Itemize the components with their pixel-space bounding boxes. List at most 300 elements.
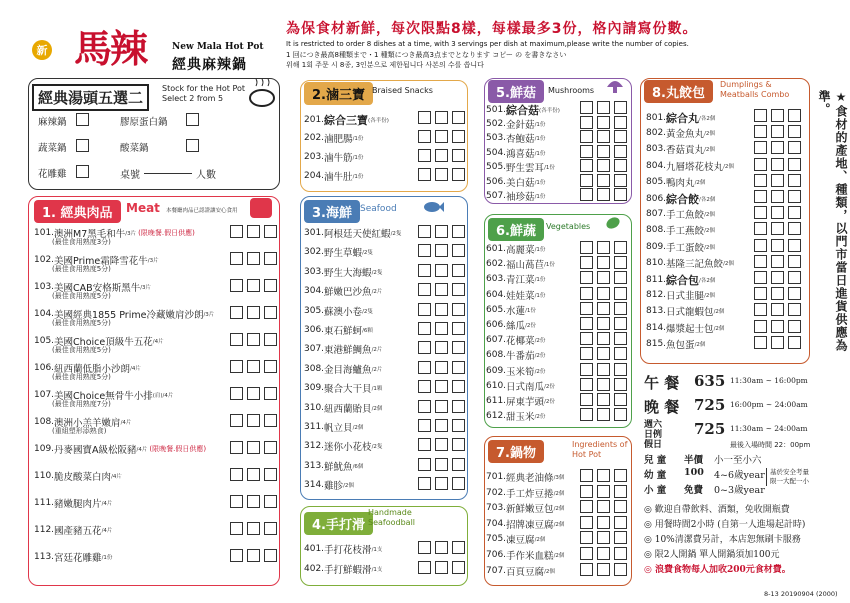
item-code: 303.: [304, 266, 325, 277]
quantity-checkbox[interactable]: [418, 244, 431, 257]
quantity-checkbox[interactable]: [247, 549, 260, 562]
quantity-checkbox[interactable]: [771, 303, 784, 316]
seafood-en: Seafood: [360, 204, 397, 214]
quantity-checkbox[interactable]: [788, 222, 801, 235]
quantity-checkbox[interactable]: [247, 333, 260, 346]
quantity-boxes: [580, 188, 627, 201]
quantity-checkbox[interactable]: [580, 116, 593, 129]
quantity-checkbox[interactable]: [597, 256, 610, 269]
pot-tab: 7.鍋物: [488, 440, 544, 463]
item-code: 313.: [304, 460, 325, 471]
quantity-checkbox[interactable]: [580, 485, 593, 498]
item-unit: (肩)/4片: [152, 393, 174, 399]
quantity-checkbox[interactable]: [754, 158, 767, 171]
quantity-checkbox[interactable]: [614, 516, 627, 529]
quantity-checkbox[interactable]: [452, 111, 465, 124]
quantity-checkbox[interactable]: [435, 111, 448, 124]
menu-item: [646, 207, 715, 221]
quantity-checkbox[interactable]: [754, 174, 767, 187]
quantity-checkbox[interactable]: [418, 168, 431, 181]
quantity-checkbox[interactable]: [614, 241, 627, 254]
quantity-checkbox[interactable]: [580, 347, 593, 360]
quantity-checkbox[interactable]: [597, 347, 610, 360]
quantity-checkbox[interactable]: [452, 380, 465, 393]
leaf-icon: [604, 214, 622, 232]
item-name: 美國Prime霜降雪花牛: [54, 256, 148, 267]
brand-en: New Mala Hot Pot: [172, 42, 264, 52]
quantity-checkbox[interactable]: [771, 336, 784, 349]
quantity-checkbox[interactable]: [788, 239, 801, 252]
quantity-checkbox[interactable]: [264, 549, 277, 562]
quantity-checkbox[interactable]: [754, 271, 767, 284]
quantity-checkbox[interactable]: [418, 400, 431, 413]
quantity-boxes: [580, 469, 627, 482]
quantity-checkbox[interactable]: [788, 206, 801, 219]
quantity-checkbox[interactable]: [230, 252, 243, 265]
quantity-checkbox[interactable]: [264, 441, 277, 454]
quantity-checkbox[interactable]: [771, 174, 784, 187]
quantity-checkbox[interactable]: [580, 317, 593, 330]
quantity-checkbox[interactable]: [452, 322, 465, 335]
quantity-checkbox[interactable]: [614, 363, 627, 376]
quantity-checkbox[interactable]: [614, 469, 627, 482]
quantity-checkbox[interactable]: [264, 495, 277, 508]
quantity-checkbox[interactable]: [435, 244, 448, 257]
quantity-checkbox[interactable]: [580, 378, 593, 391]
quantity-checkbox[interactable]: [771, 287, 784, 300]
quantity-checkbox[interactable]: [247, 225, 260, 238]
quantity-checkbox[interactable]: [247, 495, 260, 508]
quantity-checkbox[interactable]: [754, 320, 767, 333]
quantity-checkbox[interactable]: [247, 441, 260, 454]
child-price: 半價: [684, 455, 704, 466]
fish-icon: [422, 198, 444, 216]
price-value: 635: [694, 372, 726, 390]
quantity-checkbox[interactable]: [788, 336, 801, 349]
quantity-checkbox[interactable]: [580, 516, 593, 529]
quantity-checkbox[interactable]: [230, 549, 243, 562]
quantity-checkbox[interactable]: [597, 563, 610, 576]
quantity-checkbox[interactable]: [614, 408, 627, 421]
quantity-checkbox[interactable]: [580, 130, 593, 143]
item-code: 106.: [34, 363, 55, 373]
quantity-checkbox[interactable]: [597, 531, 610, 544]
quantity-checkbox[interactable]: [452, 168, 465, 181]
soup-checkbox[interactable]: [76, 139, 89, 152]
soup-checkbox[interactable]: [186, 113, 199, 126]
quantity-checkbox[interactable]: [580, 363, 593, 376]
quantity-checkbox[interactable]: [230, 441, 243, 454]
item-name: 屏東芋頭: [506, 397, 545, 408]
quantity-checkbox[interactable]: [452, 303, 465, 316]
quantity-checkbox[interactable]: [435, 400, 448, 413]
quantity-checkbox[interactable]: [771, 109, 784, 122]
quantity-checkbox[interactable]: [452, 149, 465, 162]
item-unit: /2個: [534, 537, 546, 544]
quantity-checkbox[interactable]: [580, 332, 593, 345]
quantity-checkbox[interactable]: [452, 130, 465, 143]
item-code: 203.: [304, 152, 325, 162]
quantity-checkbox[interactable]: [771, 190, 784, 203]
quantity-boxes: [418, 149, 465, 162]
quantity-checkbox[interactable]: [452, 225, 465, 238]
quantity-checkbox[interactable]: [247, 252, 260, 265]
quantity-checkbox[interactable]: [788, 125, 801, 138]
menu-item: [34, 523, 112, 537]
quantity-checkbox[interactable]: [771, 239, 784, 252]
menu-item: [486, 242, 545, 256]
quantity-checkbox[interactable]: [788, 271, 801, 284]
quantity-checkbox[interactable]: [230, 522, 243, 535]
quantity-checkbox[interactable]: [754, 303, 767, 316]
quantity-checkbox[interactable]: [418, 264, 431, 277]
quantity-checkbox[interactable]: [435, 303, 448, 316]
quantity-checkbox[interactable]: [597, 516, 610, 529]
quantity-checkbox[interactable]: [597, 145, 610, 158]
quantity-checkbox[interactable]: [452, 438, 465, 451]
quantity-checkbox[interactable]: [452, 361, 465, 374]
quantity-checkbox[interactable]: [580, 287, 593, 300]
quantity-checkbox[interactable]: [264, 360, 277, 373]
quantity-checkbox[interactable]: [754, 141, 767, 154]
quantity-checkbox[interactable]: [580, 500, 593, 513]
quantity-checkbox[interactable]: [614, 500, 627, 513]
quantity-checkbox[interactable]: [452, 400, 465, 413]
quantity-checkbox[interactable]: [754, 206, 767, 219]
quantity-checkbox[interactable]: [614, 347, 627, 360]
quantity-boxes: [230, 225, 277, 238]
quantity-checkbox[interactable]: [418, 380, 431, 393]
soup-title: 經典湯頭五選二: [32, 84, 149, 111]
quantity-checkbox[interactable]: [247, 279, 260, 292]
menu-item: [486, 272, 545, 286]
quantity-checkbox[interactable]: [788, 255, 801, 268]
quantity-checkbox[interactable]: [452, 477, 465, 490]
quantity-checkbox[interactable]: [435, 225, 448, 238]
quantity-checkbox[interactable]: [580, 256, 593, 269]
quantity-checkbox[interactable]: [247, 522, 260, 535]
quantity-checkbox[interactable]: [418, 111, 431, 124]
quantity-boxes: [418, 322, 465, 335]
quantity-checkbox[interactable]: [597, 188, 610, 201]
menu-item: [646, 304, 724, 318]
quantity-checkbox[interactable]: [597, 116, 610, 129]
quantity-checkbox[interactable]: [614, 317, 627, 330]
quantity-checkbox[interactable]: [435, 149, 448, 162]
quantity-checkbox[interactable]: [452, 419, 465, 432]
quantity-checkbox[interactable]: [247, 387, 260, 400]
quantity-checkbox[interactable]: [230, 360, 243, 373]
quantity-checkbox[interactable]: [247, 306, 260, 319]
quantity-checkbox[interactable]: [614, 188, 627, 201]
quantity-checkbox[interactable]: [614, 547, 627, 560]
bullet-icon: ◎: [644, 550, 655, 560]
item-unit: /4片: [136, 447, 148, 453]
quantity-checkbox[interactable]: [580, 145, 593, 158]
quantity-checkbox[interactable]: [614, 145, 627, 158]
quantity-checkbox[interactable]: [754, 336, 767, 349]
quantity-checkbox[interactable]: [771, 141, 784, 154]
quantity-checkbox[interactable]: [614, 287, 627, 300]
quantity-checkbox[interactable]: [788, 174, 801, 187]
menu-item: [486, 501, 564, 515]
item-unit: /4片: [120, 420, 132, 426]
quantity-checkbox[interactable]: [597, 317, 610, 330]
quantity-checkbox[interactable]: [435, 561, 448, 574]
quantity-checkbox[interactable]: [435, 168, 448, 181]
quantity-checkbox[interactable]: [614, 378, 627, 391]
quantity-boxes: [418, 283, 465, 296]
soup-checkbox[interactable]: [76, 113, 89, 126]
quantity-checkbox[interactable]: [418, 561, 431, 574]
item-unit: /3個: [553, 475, 565, 481]
quantity-checkbox[interactable]: [788, 109, 801, 122]
quantity-checkbox[interactable]: [614, 332, 627, 345]
quantity-checkbox[interactable]: [597, 378, 610, 391]
rule-text: 歡迎自帶飲料、酒類，免收開瓶費: [654, 505, 790, 515]
quantity-checkbox[interactable]: [435, 541, 448, 554]
item-unit: /3片: [147, 258, 159, 264]
quantity-checkbox[interactable]: [597, 408, 610, 421]
quantity-checkbox[interactable]: [435, 477, 448, 490]
item-unit: /1份: [534, 194, 546, 200]
quantity-checkbox[interactable]: [580, 563, 593, 576]
quantity-checkbox[interactable]: [264, 279, 277, 292]
quantity-checkbox[interactable]: [788, 141, 801, 154]
quantity-checkbox[interactable]: [597, 101, 610, 114]
quantity-checkbox[interactable]: [788, 158, 801, 171]
menu-item: [304, 459, 363, 473]
soup-checkbox[interactable]: [186, 139, 199, 152]
quantity-checkbox[interactable]: [230, 333, 243, 346]
item-unit: /2隻: [362, 308, 373, 315]
quantity-checkbox[interactable]: [452, 341, 465, 354]
item-code: 503.: [486, 133, 507, 143]
price-value: 725: [694, 420, 726, 438]
item-name: 青江菜: [506, 275, 535, 287]
quantity-checkbox[interactable]: [754, 190, 767, 203]
quantity-checkbox[interactable]: [788, 303, 801, 316]
quantity-checkbox[interactable]: [418, 149, 431, 162]
quantity-checkbox[interactable]: [771, 158, 784, 171]
quantity-checkbox[interactable]: [614, 485, 627, 498]
quantity-checkbox[interactable]: [614, 531, 627, 544]
quantity-checkbox[interactable]: [435, 438, 448, 451]
quantity-checkbox[interactable]: [614, 174, 627, 187]
quantity-checkbox[interactable]: [614, 393, 627, 406]
quantity-checkbox[interactable]: [788, 320, 801, 333]
quantity-boxes: [418, 244, 465, 257]
quantity-checkbox[interactable]: [452, 264, 465, 277]
quantity-checkbox[interactable]: [597, 332, 610, 345]
quantity-checkbox[interactable]: [771, 206, 784, 219]
quantity-checkbox[interactable]: [597, 271, 610, 284]
quantity-checkbox[interactable]: [230, 414, 243, 427]
quantity-checkbox[interactable]: [597, 485, 610, 498]
quantity-checkbox[interactable]: [771, 320, 784, 333]
quantity-checkbox[interactable]: [264, 468, 277, 481]
quantity-checkbox[interactable]: [418, 322, 431, 335]
quantity-checkbox[interactable]: [418, 283, 431, 296]
item-code: 808.: [646, 225, 667, 236]
quantity-checkbox[interactable]: [614, 159, 627, 172]
quantity-checkbox[interactable]: [771, 255, 784, 268]
soup-item: 酸菜鍋: [120, 143, 149, 154]
quantity-checkbox[interactable]: [230, 279, 243, 292]
quantity-checkbox[interactable]: [788, 287, 801, 300]
quantity-checkbox[interactable]: [597, 287, 610, 300]
quantity-checkbox[interactable]: [580, 241, 593, 254]
quantity-checkbox[interactable]: [418, 419, 431, 432]
quantity-boxes: [418, 400, 465, 413]
quantity-checkbox[interactable]: [580, 271, 593, 284]
quantity-checkbox[interactable]: [247, 360, 260, 373]
rule-item: [644, 517, 805, 530]
quantity-checkbox[interactable]: [597, 159, 610, 172]
quantity-checkbox[interactable]: [435, 283, 448, 296]
quantity-boxes: [418, 541, 465, 554]
quantity-checkbox[interactable]: [771, 271, 784, 284]
quantity-checkbox[interactable]: [418, 130, 431, 143]
quantity-checkbox[interactable]: [247, 414, 260, 427]
hotpot-icon: [248, 78, 276, 108]
item-code: 806.: [646, 194, 667, 204]
quantity-checkbox[interactable]: [264, 414, 277, 427]
quantity-checkbox[interactable]: [597, 363, 610, 376]
quantity-checkbox[interactable]: [597, 241, 610, 254]
item-code: 308.: [304, 363, 325, 374]
quantity-checkbox[interactable]: [614, 256, 627, 269]
quantity-checkbox[interactable]: [418, 341, 431, 354]
quantity-checkbox[interactable]: [230, 468, 243, 481]
quantity-checkbox[interactable]: [580, 188, 593, 201]
soup-checkbox[interactable]: [76, 165, 89, 178]
quantity-checkbox[interactable]: [754, 287, 767, 300]
item-name: 美白菇: [506, 177, 535, 189]
quantity-checkbox[interactable]: [435, 458, 448, 471]
quantity-checkbox[interactable]: [230, 225, 243, 238]
quantity-checkbox[interactable]: [614, 130, 627, 143]
footer-code: 8-13 20190904 (2000): [764, 590, 838, 598]
quantity-checkbox[interactable]: [418, 303, 431, 316]
quantity-boxes: [230, 441, 277, 454]
quantity-checkbox[interactable]: [418, 438, 431, 451]
quantity-checkbox[interactable]: [754, 239, 767, 252]
quantity-checkbox[interactable]: [614, 116, 627, 129]
mushroom-tab: 5.鮮菇: [488, 80, 544, 103]
quantity-checkbox[interactable]: [614, 563, 627, 576]
quantity-checkbox[interactable]: [435, 361, 448, 374]
quantity-boxes: [230, 387, 277, 400]
quantity-checkbox[interactable]: [452, 561, 465, 574]
handmade-tab: 4.手打滑: [304, 512, 373, 535]
quantity-checkbox[interactable]: [597, 500, 610, 513]
item-unit: /2份: [534, 353, 546, 360]
quantity-checkbox[interactable]: [264, 225, 277, 238]
item-code: 113.: [34, 552, 55, 562]
quantity-checkbox[interactable]: [230, 495, 243, 508]
menu-item: [646, 321, 724, 335]
item-code: 815.: [646, 338, 667, 349]
quantity-checkbox[interactable]: [754, 125, 767, 138]
quantity-checkbox[interactable]: [580, 174, 593, 187]
quantity-checkbox[interactable]: [580, 101, 593, 114]
item-unit: /1份: [534, 121, 546, 128]
quantity-checkbox[interactable]: [435, 130, 448, 143]
quantity-checkbox[interactable]: [435, 322, 448, 335]
quantity-checkbox[interactable]: [754, 222, 767, 235]
quantity-checkbox[interactable]: [435, 380, 448, 393]
quantity-checkbox[interactable]: [418, 477, 431, 490]
quantity-checkbox[interactable]: [580, 302, 593, 315]
quantity-checkbox[interactable]: [597, 393, 610, 406]
quantity-checkbox[interactable]: [580, 393, 593, 406]
quantity-checkbox[interactable]: [580, 547, 593, 560]
soup-item: 花雕雞: [38, 169, 67, 180]
item-name: 滷牛肚: [324, 172, 353, 183]
quantity-checkbox[interactable]: [452, 541, 465, 554]
quantity-checkbox[interactable]: [264, 522, 277, 535]
quantity-checkbox[interactable]: [754, 109, 767, 122]
quantity-boxes: [580, 408, 627, 421]
quantity-checkbox[interactable]: [597, 547, 610, 560]
item-code: 108.: [34, 417, 55, 427]
quantity-checkbox[interactable]: [771, 125, 784, 138]
quantity-checkbox[interactable]: [264, 252, 277, 265]
handmade-en-2: Seafoodball: [368, 518, 416, 527]
quantity-checkbox[interactable]: [418, 458, 431, 471]
item-code: 704.: [486, 518, 507, 529]
quantity-checkbox[interactable]: [580, 469, 593, 482]
quantity-checkbox[interactable]: [264, 306, 277, 319]
quantity-checkbox[interactable]: [614, 101, 627, 114]
quantity-checkbox[interactable]: [247, 468, 260, 481]
item-code: 111.: [34, 498, 55, 508]
quantity-checkbox[interactable]: [597, 469, 610, 482]
quantity-checkbox[interactable]: [452, 458, 465, 471]
quantity-checkbox[interactable]: [264, 387, 277, 400]
quantity-checkbox[interactable]: [435, 264, 448, 277]
quantity-checkbox[interactable]: [597, 174, 610, 187]
item-code: 803.: [646, 144, 667, 155]
quantity-checkbox[interactable]: [452, 244, 465, 257]
quantity-checkbox[interactable]: [580, 531, 593, 544]
quantity-checkbox[interactable]: [418, 225, 431, 238]
quantity-checkbox[interactable]: [230, 306, 243, 319]
quantity-checkbox[interactable]: [435, 419, 448, 432]
quantity-checkbox[interactable]: [614, 271, 627, 284]
quantity-checkbox[interactable]: [597, 130, 610, 143]
menu-item: [486, 548, 564, 562]
quantity-checkbox[interactable]: [264, 333, 277, 346]
quantity-checkbox[interactable]: [452, 283, 465, 296]
quantity-checkbox[interactable]: [788, 190, 801, 203]
quantity-checkbox[interactable]: [754, 255, 767, 268]
quantity-checkbox[interactable]: [418, 361, 431, 374]
quantity-checkbox[interactable]: [771, 222, 784, 235]
quantity-checkbox[interactable]: [435, 341, 448, 354]
menu-item: [486, 117, 545, 131]
quantity-checkbox[interactable]: [580, 159, 593, 172]
menu-item: [646, 126, 715, 140]
quantity-checkbox[interactable]: [418, 541, 431, 554]
quantity-checkbox[interactable]: [230, 387, 243, 400]
table-number-field[interactable]: [144, 173, 192, 174]
item-code: 805.: [646, 176, 667, 187]
quantity-checkbox[interactable]: [580, 408, 593, 421]
quantity-checkbox[interactable]: [614, 302, 627, 315]
quantity-checkbox[interactable]: [597, 302, 610, 315]
